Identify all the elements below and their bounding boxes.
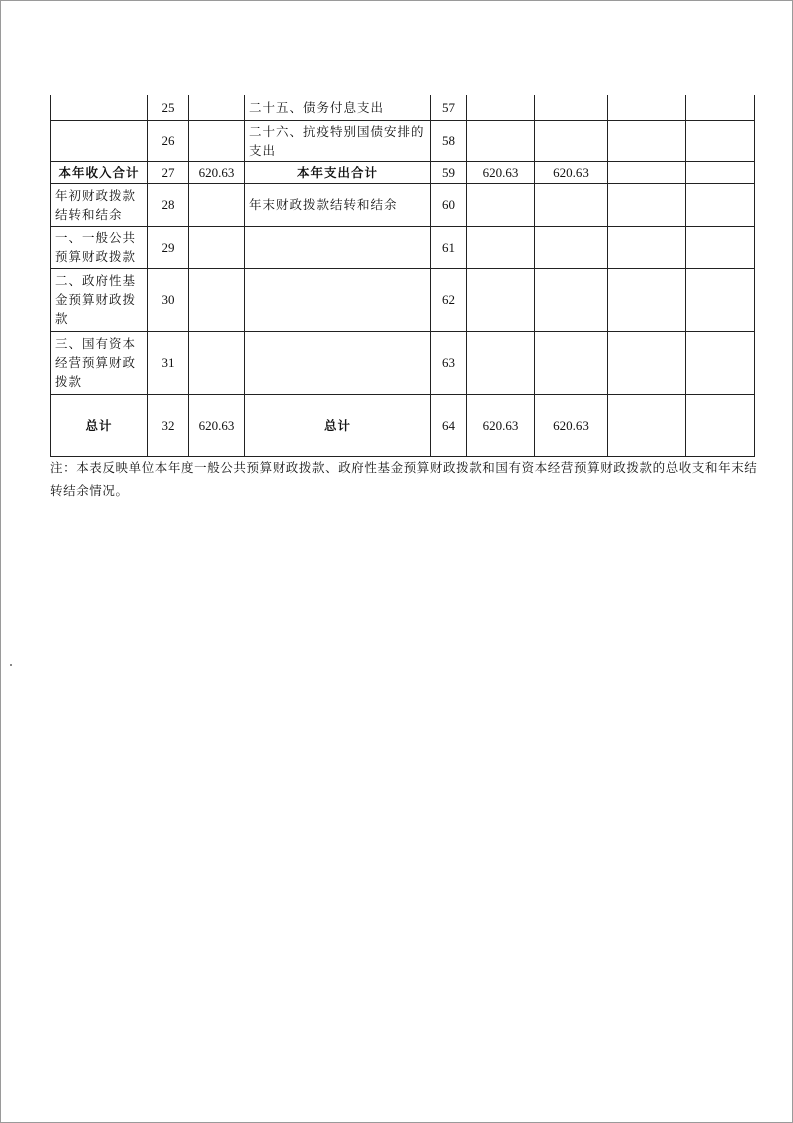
- expense-amount-total-cell: [467, 120, 535, 161]
- expense-row-number: 64: [431, 394, 467, 456]
- income-row-number: 27: [148, 161, 189, 183]
- expense-amount-gov-fund-cell: [608, 161, 686, 183]
- income-item-cell: [51, 120, 148, 161]
- expense-item-cell: [245, 331, 431, 394]
- expense-amount-total-cell: 620.63: [467, 394, 535, 456]
- income-amount-cell: 620.63: [189, 161, 245, 183]
- income-row-number: 31: [148, 331, 189, 394]
- income-item-cell: 一、一般公共预算财政拨款: [51, 226, 148, 268]
- expense-row-number: 61: [431, 226, 467, 268]
- expense-row-number: 62: [431, 268, 467, 331]
- expense-amount-total-cell: [467, 268, 535, 331]
- expense-item-cell: [245, 268, 431, 331]
- table-footnote: 注：本表反映单位本年度一般公共预算财政拨款、政府性基金预算财政拨款和国有资本经营预算财政拨款的总收支和年末结转结余情况。: [50, 460, 758, 498]
- income-amount-cell: [189, 226, 245, 268]
- income-item-cell: 本年收入合计: [51, 161, 148, 183]
- expense-amount-state-capital-cell: [686, 161, 755, 183]
- expense-amount-general-budget-cell: 620.63: [535, 161, 608, 183]
- expense-amount-state-capital-cell: [686, 95, 755, 120]
- expense-amount-total-cell: 620.63: [467, 161, 535, 183]
- table-row: [51, 183, 755, 226]
- fiscal-appropriation-table: [50, 95, 755, 457]
- expense-item-cell: 二十六、抗疫特别国债安排的支出: [245, 120, 431, 161]
- table-row: [51, 161, 755, 183]
- income-row-number: 26: [148, 120, 189, 161]
- expense-amount-general-budget-cell: [535, 183, 608, 226]
- income-row-number: 29: [148, 226, 189, 268]
- expense-amount-total-cell: [467, 331, 535, 394]
- income-amount-cell: [189, 183, 245, 226]
- expense-amount-state-capital-cell: [686, 394, 755, 456]
- expense-amount-general-budget-cell: [535, 268, 608, 331]
- income-amount-cell: 620.63: [189, 394, 245, 456]
- expense-row-number: 63: [431, 331, 467, 394]
- income-item-cell: [51, 95, 148, 120]
- expense-amount-total-cell: [467, 226, 535, 268]
- income-item-cell: 总计: [51, 394, 148, 456]
- income-item-cell: 年初财政拨款结转和结余: [51, 183, 148, 226]
- income-amount-cell: [189, 95, 245, 120]
- expense-amount-general-budget-cell: [535, 331, 608, 394]
- expense-item-cell: 本年支出合计: [245, 161, 431, 183]
- expense-amount-gov-fund-cell: [608, 120, 686, 161]
- expense-item-cell: 年末财政拨款结转和结余: [245, 183, 431, 226]
- expense-amount-gov-fund-cell: [608, 394, 686, 456]
- table-row: [51, 331, 755, 394]
- expense-amount-state-capital-cell: [686, 183, 755, 226]
- income-amount-cell: [189, 331, 245, 394]
- expense-amount-general-budget-cell: 620.63: [535, 394, 608, 456]
- table-row: [51, 226, 755, 268]
- table-row: [51, 95, 755, 120]
- expense-amount-gov-fund-cell: [608, 95, 686, 120]
- expense-item-cell: 总计: [245, 394, 431, 456]
- income-row-number: 25: [148, 95, 189, 120]
- income-row-number: 32: [148, 394, 189, 456]
- income-item-cell: 三、国有资本经营预算财政拨款: [51, 331, 148, 394]
- expense-amount-gov-fund-cell: [608, 226, 686, 268]
- expense-amount-gov-fund-cell: [608, 331, 686, 394]
- expense-row-number: 57: [431, 95, 467, 120]
- expense-amount-total-cell: [467, 95, 535, 120]
- income-amount-cell: [189, 268, 245, 331]
- expense-amount-state-capital-cell: [686, 226, 755, 268]
- expense-amount-state-capital-cell: [686, 120, 755, 161]
- scan-speck: [10, 664, 12, 666]
- expense-amount-state-capital-cell: [686, 268, 755, 331]
- expense-row-number: 60: [431, 183, 467, 226]
- expense-row-number: 59: [431, 161, 467, 183]
- expense-amount-gov-fund-cell: [608, 268, 686, 331]
- table-row: [51, 268, 755, 331]
- income-amount-cell: [189, 120, 245, 161]
- table-row: [51, 120, 755, 161]
- expense-amount-general-budget-cell: [535, 120, 608, 161]
- income-row-number: 28: [148, 183, 189, 226]
- expense-item-cell: [245, 226, 431, 268]
- expense-amount-total-cell: [467, 183, 535, 226]
- income-item-cell: 二、政府性基金预算财政拨款: [51, 268, 148, 331]
- income-row-number: 30: [148, 268, 189, 331]
- table-row: [51, 394, 755, 456]
- expense-row-number: 58: [431, 120, 467, 161]
- expense-item-cell: 二十五、债务付息支出: [245, 95, 431, 120]
- expense-amount-gov-fund-cell: [608, 183, 686, 226]
- expense-amount-general-budget-cell: [535, 226, 608, 268]
- expense-amount-general-budget-cell: [535, 95, 608, 120]
- expense-amount-state-capital-cell: [686, 331, 755, 394]
